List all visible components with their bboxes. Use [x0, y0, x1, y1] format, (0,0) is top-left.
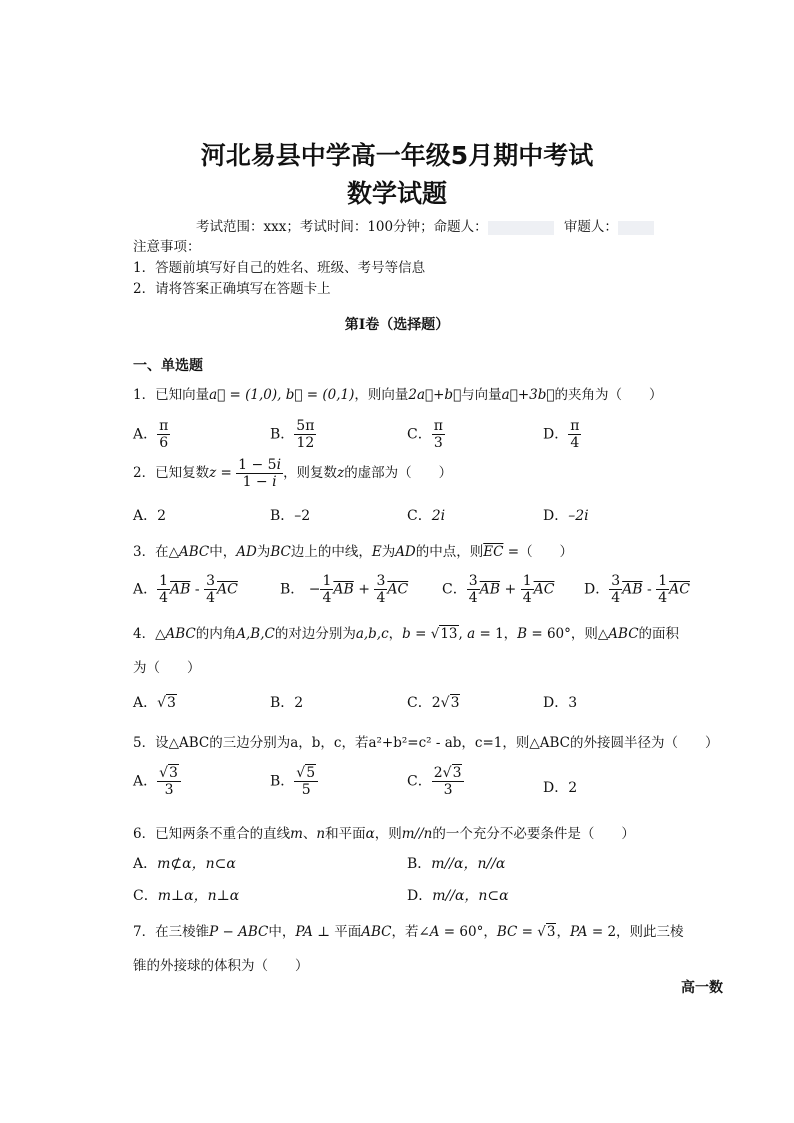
question-4-stem: 4．△ABC的内角A,B,C的对边分别为a,b,c，b = √13, a = 1，B = 60°，则△ABC的面积	[133, 626, 680, 642]
option-d: D．m//α，n⊂α	[407, 888, 509, 904]
math-expr: a⃗ = (1,0), b⃗ = (0,1)	[209, 387, 355, 403]
option-a: A． $\frac{1}{4}$ $\overline{AB}$ - $\frac{3}{4}$ $\overline{AC}$	[133, 573, 238, 607]
math-expr: 2a⃗+b⃗	[408, 387, 462, 403]
option-d: D．3	[543, 695, 578, 711]
redaction	[488, 221, 554, 235]
redaction	[618, 221, 654, 235]
option-c: C．2√3	[407, 695, 460, 711]
question-7-stem-line2: 锥的外接球的体积为（ ）	[133, 958, 309, 974]
option-c: C．2i	[407, 508, 446, 524]
option-d: D． $\frac{\pi}{4}$	[543, 418, 580, 452]
option-b: B． − $\frac{1}{4}$ $\overline{AB}$ + $\frac{3}{4}$ $\overline{AC}$	[280, 573, 409, 607]
section-title: 一、单选题	[133, 358, 203, 374]
exam-meta-text: 考试范围：xxx；考试时间：100分钟；命题人：	[196, 219, 488, 235]
exam-title: 河北易县中学高一年级5月期中考试	[200, 141, 594, 170]
option-a: A． $\frac{\pi}{6}$	[133, 418, 169, 452]
option-a: A．√3	[133, 695, 176, 711]
volume-title: 第I卷（选择题）	[344, 317, 450, 333]
note-item: 2．请将答案正确填写在答题卡上	[133, 281, 331, 297]
question-5-stem: 5．设△ABC的三边分别为a，b，c，若a²+b²=c² - ab，c=1，则△ABC的外接圆半径为（ ）	[133, 735, 719, 751]
option-c: C． $\frac{\pi}{3}$	[407, 418, 443, 452]
option-a: A．m⊄α，n⊂α	[133, 856, 236, 872]
question-3-stem: 3．在△ABC中，AD为BC边上的中线，E为AD的中点，则$\overline{EC}$ =（ ）	[133, 544, 574, 560]
option-c: C． $\frac{3}{4}$ $\overline{AB}$ + $\frac{1}{4}$ $\overline{AC}$	[442, 573, 555, 607]
question-2-stem: 2．已知复数z = $\frac{1 - 5i}{1 - i}$ ，则复数z的虚部为（ ）	[133, 457, 453, 491]
exam-subtitle: 数学试题	[346, 179, 447, 208]
option-b: B．–2	[270, 508, 311, 524]
option-a: A．2	[133, 508, 167, 524]
math-expr: a⃗+3b⃗	[501, 387, 555, 403]
option-c: C． $\frac{2√3}{3}$	[407, 765, 464, 798]
option-a: A． $\frac{√3}{3}$	[133, 765, 181, 798]
option-b: B． $\frac{√5}{5}$	[270, 765, 318, 798]
question-7-stem: 7．在三棱锥P − ABC中，PA ⊥ 平面ABC，若∠A = 60°，BC = √3，PA = 2，则此三棱	[133, 924, 684, 940]
option-b: B．2	[270, 695, 304, 711]
option-d: D．2	[543, 780, 578, 796]
option-b: B． $\frac{5\pi}{12}$	[270, 418, 315, 452]
option-d: D．–2i	[543, 508, 589, 524]
question-6-stem: 6．已知两条不重合的直线m、n和平面α，则m//n的一个充分不必要条件是（ ）	[133, 826, 635, 842]
reviewer-label: 审题人：	[563, 219, 618, 235]
question-1-stem: 1．已知向量a⃗ = (1,0), b⃗ = (0,1)，则向量2a⃗+b⃗与向量a⃗+3b⃗的夹角为（ ）	[133, 387, 663, 403]
option-d: D． $\frac{3}{4}$ $\overline{AB}$ - $\frac{1}{4}$ $\overline{AC}$	[584, 573, 690, 607]
option-b: B．m//α，n//α	[407, 856, 506, 872]
page-footer: 高一数	[681, 980, 723, 996]
exam-meta	[196, 215, 654, 235]
note-item: 1．答题前填写好自己的姓名、班级、考号等信息	[133, 260, 426, 276]
question-4-stem-line2: 为（ ）	[133, 660, 201, 676]
notes-heading: 注意事项：	[133, 239, 201, 255]
option-c: C．m⊥α，n⊥α	[133, 888, 240, 904]
